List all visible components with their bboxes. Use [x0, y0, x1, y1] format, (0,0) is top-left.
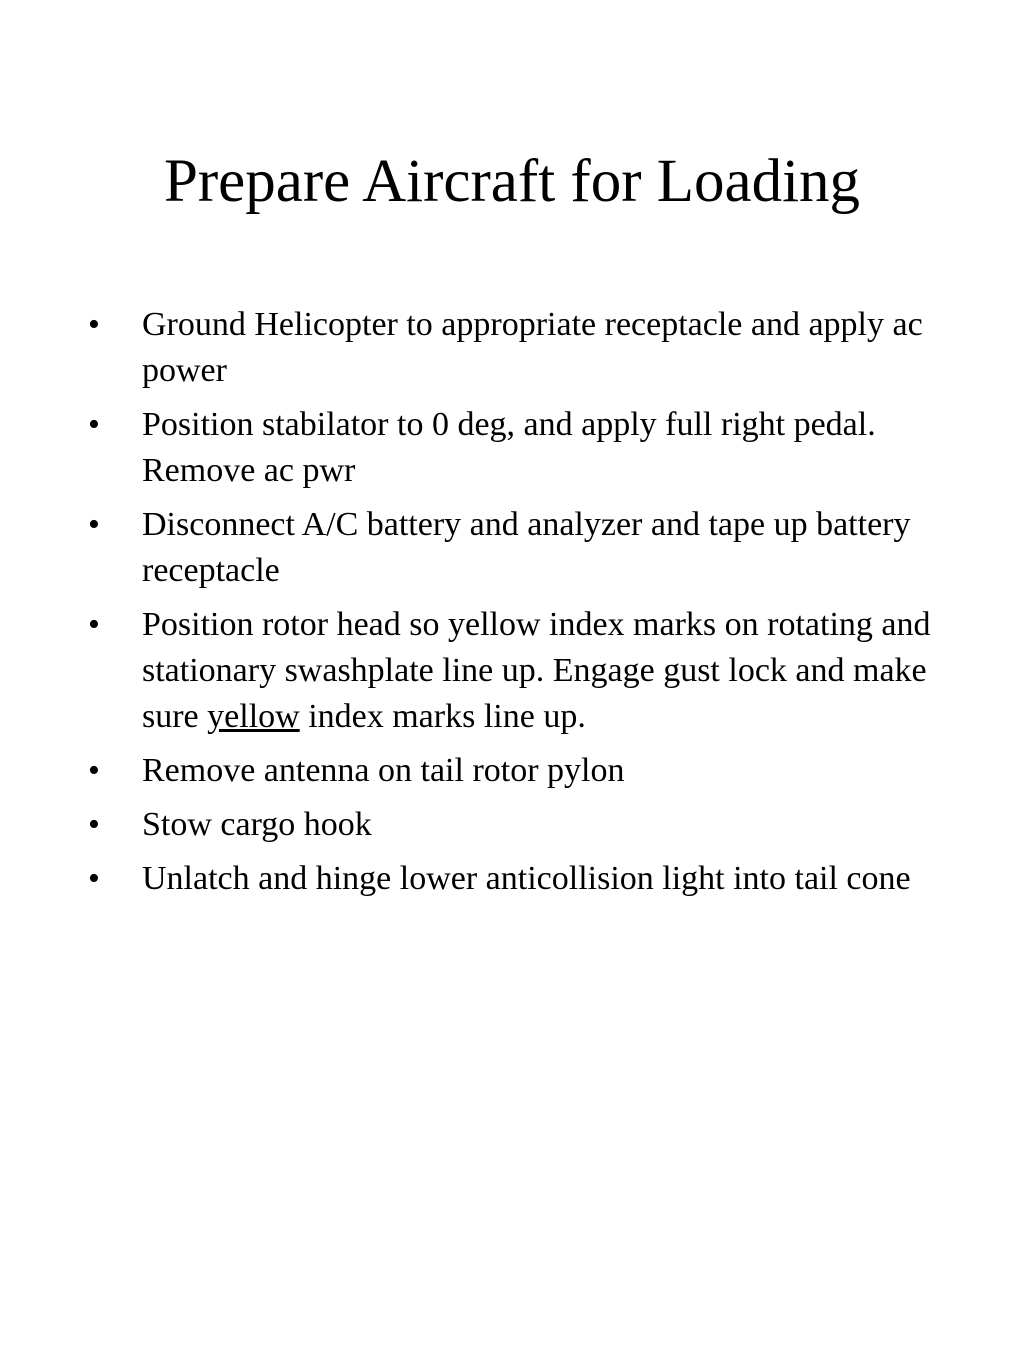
bullet-text: Remove antenna on tail rotor pylon — [142, 752, 625, 789]
bullet-unlatch-anticollision-light — [88, 856, 938, 902]
bullet-disconnect-battery — [88, 502, 938, 594]
bullet-position-rotor-head — [88, 602, 938, 740]
bullet-list — [88, 302, 938, 910]
bullet-icon: • — [88, 506, 100, 543]
bullet-ground-helicopter — [88, 302, 938, 394]
bullet-position-stabilator — [88, 402, 938, 494]
bullet-text: Stow cargo hook — [142, 806, 372, 843]
bullet-text: Position stabilator to 0 deg, and apply full right pedal. Remove ac pwr — [142, 406, 876, 489]
bullet-icon: • — [88, 860, 100, 897]
bullet-icon: • — [88, 306, 100, 343]
bullet-icon: • — [88, 806, 100, 843]
bullet-icon: • — [88, 606, 100, 643]
bullet-text-before: Position rotor head so yellow index marks on rotating and stationary swashplate line up. Engage gust lock and make sure — [142, 606, 931, 735]
slide-title: Prepare Aircraft for Loading — [163, 148, 861, 215]
bullet-text-underlined: yellow — [207, 698, 300, 735]
bullet-text: Unlatch and hinge lower anticollision light into tail cone — [142, 860, 911, 897]
bullet-text-after: index marks line up. — [299, 698, 586, 735]
bullet-text: Ground Helicopter to appropriate receptacle and apply ac power — [142, 306, 923, 389]
bullet-stow-cargo-hook — [88, 802, 938, 848]
bullet-text — [142, 606, 931, 735]
bullet-icon: • — [88, 752, 100, 789]
bullet-text: Disconnect A/C battery and analyzer and tape up battery receptacle — [142, 506, 911, 589]
bullet-icon: • — [88, 406, 100, 443]
bullet-remove-antenna — [88, 748, 938, 794]
